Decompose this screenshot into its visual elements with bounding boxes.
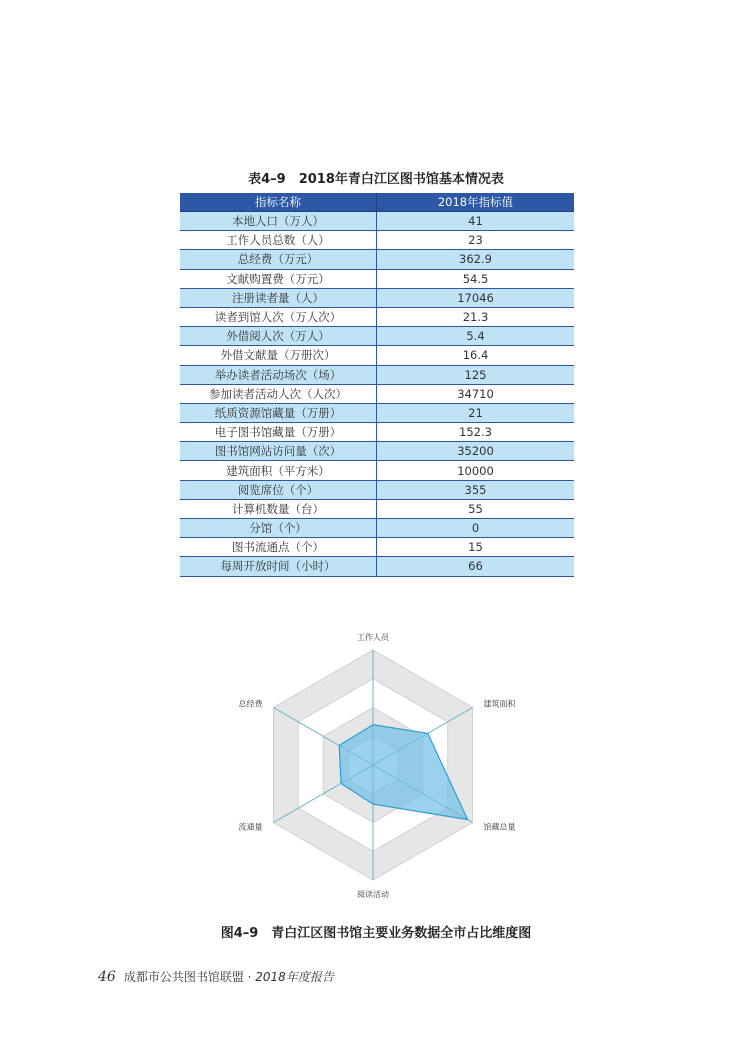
table-row <box>180 538 574 557</box>
indicator-name-cell: 建筑面积（平方米） <box>180 461 377 480</box>
indicator-name-cell: 每周开放时间（小时） <box>180 557 377 576</box>
indicator-value-cell: 5.4 <box>377 327 575 346</box>
indicator-name-cell: 分馆（个） <box>180 519 377 538</box>
indicator-value-cell: 41 <box>377 212 575 231</box>
indicator-name-cell: 参加读者活动人次（人次） <box>180 384 377 403</box>
indicator-value-cell: 23 <box>377 231 575 250</box>
indicator-value-cell: 21 <box>377 403 575 422</box>
indicator-value-cell: 54.5 <box>377 269 575 288</box>
indicator-name-cell: 注册读者量（人） <box>180 288 377 307</box>
table-row <box>180 384 574 403</box>
publication-name: 成都市公共图书馆联盟 · <box>123 970 256 984</box>
table-row <box>180 519 574 538</box>
table-row <box>180 346 574 365</box>
indicator-name-cell: 图书馆网站访问量（次） <box>180 442 377 461</box>
table-row <box>180 442 574 461</box>
indicator-name-cell: 工作人员总数（人） <box>180 231 377 250</box>
indicator-value-cell: 362.9 <box>377 250 575 269</box>
header-indicator-name: 指标名称 <box>180 193 377 212</box>
table-row <box>180 499 574 518</box>
indicator-value-cell: 34710 <box>377 384 575 403</box>
indicator-value-cell: 152.3 <box>377 423 575 442</box>
indicator-value-cell: 17046 <box>377 288 575 307</box>
indicator-name-cell: 纸质资源馆藏量（万册） <box>180 403 377 422</box>
indicator-name-cell: 本地人口（万人） <box>180 212 377 231</box>
indicator-name-cell: 计算机数量（台） <box>180 499 377 518</box>
table-row <box>180 480 574 499</box>
table-row <box>180 365 574 384</box>
indicator-name-cell: 举办读者活动场次（场） <box>180 365 377 384</box>
header-indicator-value: 2018年指标值 <box>377 193 575 212</box>
radar-axis-label: 馆藏总量 <box>483 822 516 832</box>
page-footer <box>98 968 334 985</box>
indicator-name-cell: 阅览席位（个） <box>180 480 377 499</box>
indicator-value-cell: 10000 <box>377 461 575 480</box>
report-name: 2018年度报告 <box>255 970 334 984</box>
page-number: 46 <box>98 969 116 985</box>
indicator-name-cell: 外借阅人次（万人） <box>180 327 377 346</box>
indicator-name-cell: 总经费（万元） <box>180 250 377 269</box>
table-row <box>180 288 574 307</box>
radar-chart <box>0 600 752 920</box>
radar-axis-label: 流通量 <box>238 822 263 832</box>
indicator-value-cell: 21.3 <box>377 307 575 326</box>
table-row <box>180 327 574 346</box>
indicator-name-cell: 文献购置费（万元） <box>180 269 377 288</box>
table-row <box>180 557 574 576</box>
table-body <box>180 212 574 577</box>
indicator-value-cell: 125 <box>377 365 575 384</box>
library-stats-table <box>180 193 574 577</box>
radar-axis-label: 建筑面积 <box>483 699 516 709</box>
indicator-value-cell: 355 <box>377 480 575 499</box>
radar-axis-label: 总经费 <box>238 699 263 709</box>
indicator-value-cell: 66 <box>377 557 575 576</box>
indicator-value-cell: 16.4 <box>377 346 575 365</box>
indicator-value-cell: 15 <box>377 538 575 557</box>
indicator-value-cell: 0 <box>377 519 575 538</box>
indicator-name-cell: 电子图书馆藏量（万册） <box>180 423 377 442</box>
table-row <box>180 212 574 231</box>
table-row <box>180 307 574 326</box>
indicator-value-cell: 55 <box>377 499 575 518</box>
radar-axis-label: 阅读活动 <box>357 890 389 899</box>
table-row <box>180 423 574 442</box>
indicator-name-cell: 外借文献量（万册次） <box>180 346 377 365</box>
indicator-value-cell: 35200 <box>377 442 575 461</box>
table-row <box>180 461 574 480</box>
indicator-name-cell: 图书流通点（个） <box>180 538 377 557</box>
radar-axis-label: 工作人员 <box>357 633 389 642</box>
figure-caption: 图4–9 青白江区图书馆主要业务数据全市占比维度图 <box>220 926 532 941</box>
table-row <box>180 403 574 422</box>
table-header-row <box>180 193 574 212</box>
table-row <box>180 269 574 288</box>
table-row <box>180 250 574 269</box>
table-title: 表4–9 2018年青白江区图书馆基本情况表 <box>248 172 504 187</box>
indicator-name-cell: 读者到馆人次（万人次） <box>180 307 377 326</box>
table-row <box>180 231 574 250</box>
